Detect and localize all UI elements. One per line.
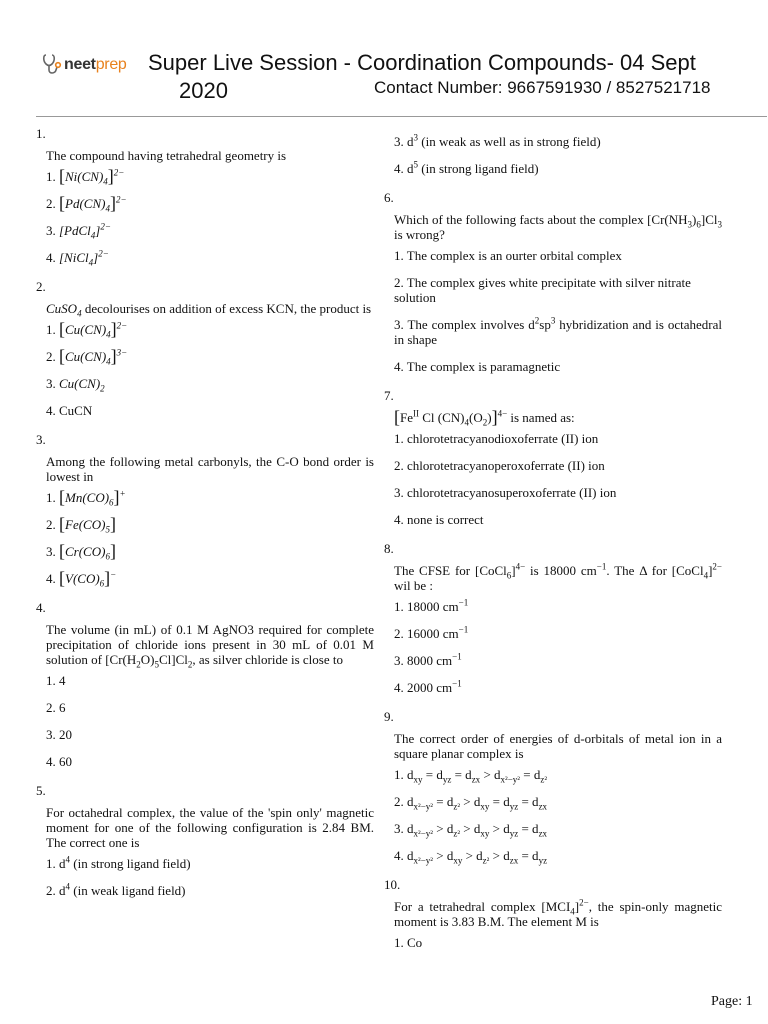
question-text: The correct order of energies of d-orbitals of metal ion in a square planar complex is [394,731,722,761]
option: 2. $d^4$ (in weak ligand field) [46,881,186,898]
right-column [384,134,722,962]
option: 3. [PdCl$_4$]$^{2-}$ [46,221,111,241]
option: 4. The complex is paramagnetic [394,359,561,374]
option: 2. The complex gives white precipitate with silver nitrate solution [394,275,691,305]
question-text: Among the following metal carbonyls, the C-O bond order is lowest in [46,454,374,484]
option: 4. $d_{x^2-y^2} > d_{xy} > d_{z^2} > d_{zx} = d_{yz}$ [394,848,548,866]
option: 2. chlorotetracyanoperoxoferrate (II) ion [394,458,605,473]
question-4 [36,598,374,769]
option: 3. $[Cr(CO)_6]$ [46,541,116,562]
question-text: Which of the following facts about the complex $[Cr(NH_3)_6]Cl_3$ is wrong? [394,212,722,242]
question-number: 5. [36,783,46,798]
question-number: 7. [384,388,394,403]
option: 4. CuCN [46,403,93,418]
option: 4. $[V(CO)_6]^-$ [46,568,117,589]
option: 3. 20 [46,727,72,742]
question-text: CuSO$_4$ decolourises on addition of excess KCN, the product is [46,301,372,319]
logo-neet-text: neet [64,56,96,73]
question-9 [384,707,722,866]
question-text: For octahedral complex, the value of the 'spin only' magnetic moment for one of the following configuration is 2.84 BM. The correct one is [46,805,374,850]
question-6 [384,188,722,374]
option: 1. Co [394,935,423,950]
option: 1. 18000 $cm^{-1}$ [394,597,469,614]
logo-prep-text: prep [95,56,127,73]
question-text: [$Fe^{II}$ Cl $(CN)_4(O_2)]^{4-}$ is named as: [394,407,575,428]
question-number: 1. [36,126,46,141]
option: 1. $d^4$ (in strong ligand field) [46,854,191,871]
page-header [0,0,768,116]
option: 3. $Cu(CN)_2$ [46,376,105,394]
option: 4. $d^5$ (in strong ligand field) [394,159,539,176]
option: 4. 60 [46,754,72,769]
header-divider [36,116,767,117]
contact-number: Contact Number: 9667591930 / 8527521718 [374,78,711,97]
option: 1. $[Cu(CN)_4]^{2-}$ [46,319,128,340]
option: 3. $d_{x^2-y^2} > d_{z^2} > d_{xy} > d_{yz} = d_{zx}$ [394,821,548,839]
question-number: 10. [384,877,401,892]
option: 2. $[Fe(CO)_5]$ [46,514,116,535]
option: 4. 2000 $cm^{-1}$ [394,678,462,695]
option: 3. The complex involves $d^2sp^3$ hybridization and is octahedral in shape [394,315,722,347]
page-title-date: 2020 [179,78,228,103]
question-2 [36,277,374,418]
question-text-rest: decolourises on addition of excess KCN, the product is [81,301,372,316]
option: 1. The complex is an ourter orbital complex [394,248,622,263]
option: 1. $[Mn(CO)_6]^+$ [46,487,126,508]
option: 1. 4 [46,673,66,688]
option: 2. $d_{x^2-y^2} = d_{z^2} > d_{xy} = d_{yz} = d_{zx}$ [394,794,548,812]
question-1 [36,124,374,268]
question-3 [36,430,374,589]
option: 4. [NiCl$_4$]$^{2-}$ [46,248,109,268]
option: 2. 6 [46,700,66,715]
option: 4. none is correct [394,512,484,527]
option: 3. chlorotetracyanosuperoxoferrate (II) ion [394,485,617,500]
option: 2. $[Cu(CN)_4]^{3-}$ [46,346,128,367]
option: 3. 8000 $cm^{-1}$ [394,651,462,668]
question-number: 6. [384,190,394,205]
question-text: The compound having tetrahedral geometry is [46,148,287,163]
option: 2. $[Pd(CN)_4]^{2-}$ [46,193,127,214]
question-number: 4. [36,600,46,615]
option: 1. chlorotetracyanodioxoferrate (II) ion [394,431,599,446]
question-number: 3. [36,432,46,447]
option: 2. 16000 $cm^{-1}$ [394,624,469,641]
question-5 [36,781,374,898]
neetprep-logo [40,52,127,78]
option: 3. $d^3$ (in weak as well as in strong field) [394,132,601,149]
page-number: Page: 1 [711,994,753,1009]
question-number: 2. [36,279,46,294]
option: 1. $[Ni(CN)_4]^{2-}$ [46,166,125,187]
question-7 [384,386,722,527]
question-number: 8. [384,541,394,556]
question-text: For a tetrahedral complex $[MCI_4]^{2-}$, the spin-only magnetic moment is 3.83 B.M. The element M is [394,897,723,929]
question-5-continued [384,134,722,176]
question-10 [384,875,722,950]
question-number: 9. [384,709,394,724]
stethoscope-icon [40,52,64,78]
option: 1. $d_{xy} = d_{yz} = d_{zx} > d_{x^2-y^2} = d_{z^2}$ [394,767,548,785]
page-title: Super Live Session - Coordination Compounds- 04 Sept [148,50,696,75]
question-8 [384,539,722,695]
left-column [36,124,374,910]
question-text: The volume (in mL) of 0.1 M AgNO3 required for complete precipitation of chloride ions present in 30 mL of 0.01 M solution of $[Cr(H_2O)_5Cl]Cl_2$, as silver chloride is close to [46,622,374,670]
question-text: The CFSE for [CoCl$_6$]$^{4-}$ is 18000 $cm^{-1}$. The Δ for [CoCl$_4$]$^{2-}$ wil be : [394,561,722,593]
